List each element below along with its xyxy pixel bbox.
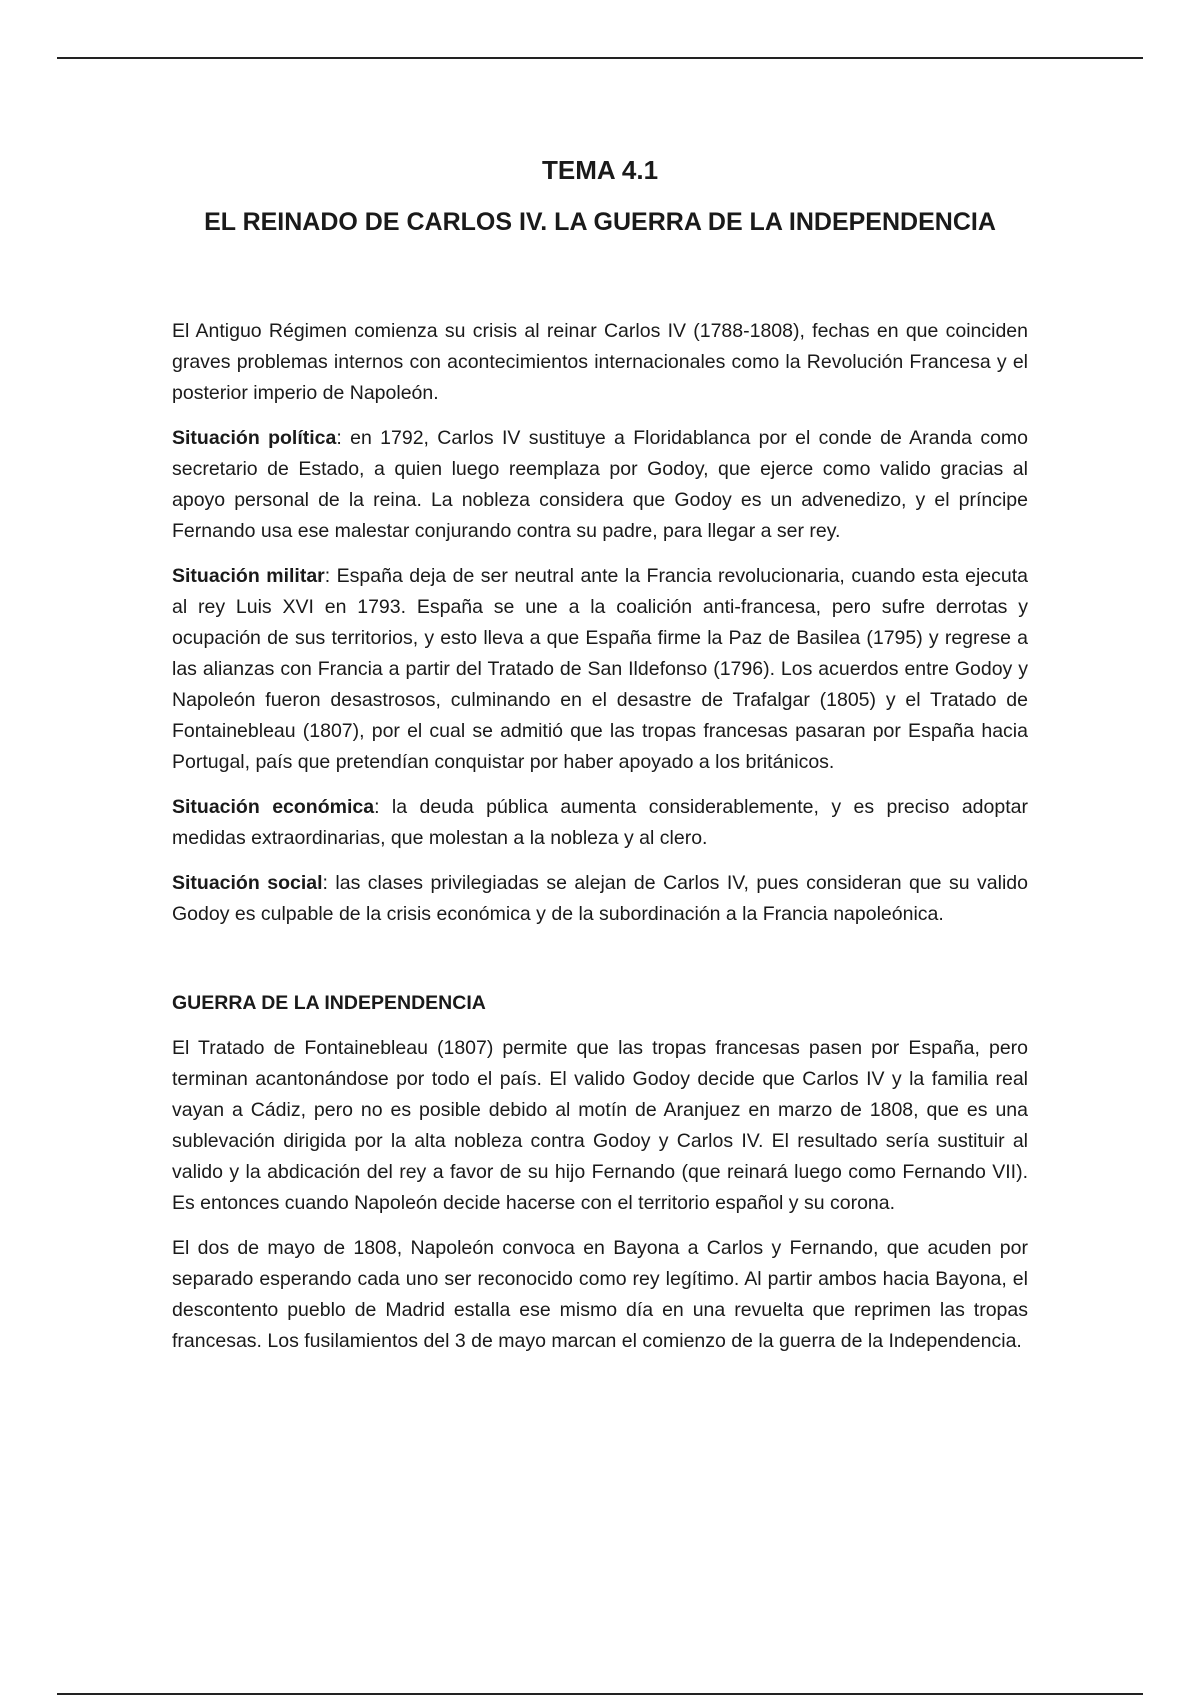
document-body <box>172 140 1028 1371</box>
section-text: : España deja de ser neutral ante la Francia revolucionaria, cuando esta ejecuta al rey Luis XVI en 1793. España se une a la coalición anti-francesa, pero sufre derrotas y ocupación de sus territorios, y esto lleva a que España firme la Paz de Basilea (1795) y regrese a las alianzas con Francia a partir del Tratado de San Ildefonso (1796). Los acuerdos entre Godoy y Napoleón fueron desastrosos, culminando en el desastre de Trafalgar (1805) y el Tratado de Fontainebleau (1807), por el cual se admitió que las tropas francesas pasaran por España hacia Portugal, país que pretendían conquistar por haber apoyado a los británicos. <box>172 565 1028 773</box>
section-label: Situación social <box>172 872 323 894</box>
section-text: : las clases privilegiadas se alejan de Carlos IV, pues consideran que su valido Godoy es culpable de la crisis económica y de la subordinación a la Francia napoleónica. <box>172 872 1028 925</box>
section-label: Situación económica <box>172 796 375 818</box>
intro-paragraph: El Antiguo Régimen comienza su crisis al reinar Carlos IV (1788-1808), fechas en que coinciden graves problemas internos con acontecimientos internacionales como la Revolución Francesa y el posterior imperio de Napoleón. <box>172 320 1028 404</box>
section-text: : la deuda pública aumenta considerablemente, y es preciso adoptar medidas extraordinarias, que molestan a la nobleza y al clero. <box>172 796 1028 849</box>
bottom-rule <box>57 1693 1143 1695</box>
document-title: TEMA 4.1 <box>541 155 659 185</box>
guerra-paragraph: El Tratado de Fontainebleau (1807) permite que las tropas francesas pasen por España, pero terminan acantonándose por todo el país. El valido Godoy decide que Carlos IV y la familia real vayan a Cádiz, pero no es posible debido al motín de Aranjuez en marzo de 1808, que es una sublevación dirigida por la alta nobleza contra Godoy y Carlos IV. El resultado sería sustituir al valido y la abdicación del rey a favor de su hijo Fernando (que reinará luego como Fernando VII). Es entonces cuando Napoleón decide hacerse con el territorio español y su corona. <box>172 1037 1028 1214</box>
section-label: Situación militar <box>172 565 325 587</box>
section-text: : en 1792, Carlos IV sustituye a Floridablanca por el conde de Aranda como secretario de Estado, a quien luego reemplaza por Godoy, que ejerce como valido gracias al apoyo personal de la reina. La nobleza considera que Godoy es un advenedizo, y el príncipe Fernando usa ese malestar conjurando contra su padre, para llegar a ser rey. <box>172 427 1029 542</box>
section-label: Situación política <box>172 427 337 449</box>
section-politica <box>172 423 1028 547</box>
top-rule <box>57 57 1143 59</box>
document-subtitle: EL REINADO DE CARLOS IV. LA GUERRA DE LA INDEPENDENCIA <box>204 208 996 236</box>
section-social <box>172 868 1028 930</box>
guerra-paragraph: El dos de mayo de 1808, Napoleón convoca en Bayona a Carlos y Fernando, que acuden por separado esperando cada uno ser reconocido como rey legítimo. Al partir ambos hacia Bayona, el descontento pueblo de Madrid estalla ese mismo día en una revuelta que reprimen las tropas francesas. Los fusilamientos del 3 de mayo marcan el comienzo de la guerra de la Independencia. <box>172 1237 1028 1352</box>
section-economica <box>172 792 1028 854</box>
guerra-heading: GUERRA DE LA INDEPENDENCIA <box>172 992 486 1014</box>
section-militar <box>172 561 1028 778</box>
